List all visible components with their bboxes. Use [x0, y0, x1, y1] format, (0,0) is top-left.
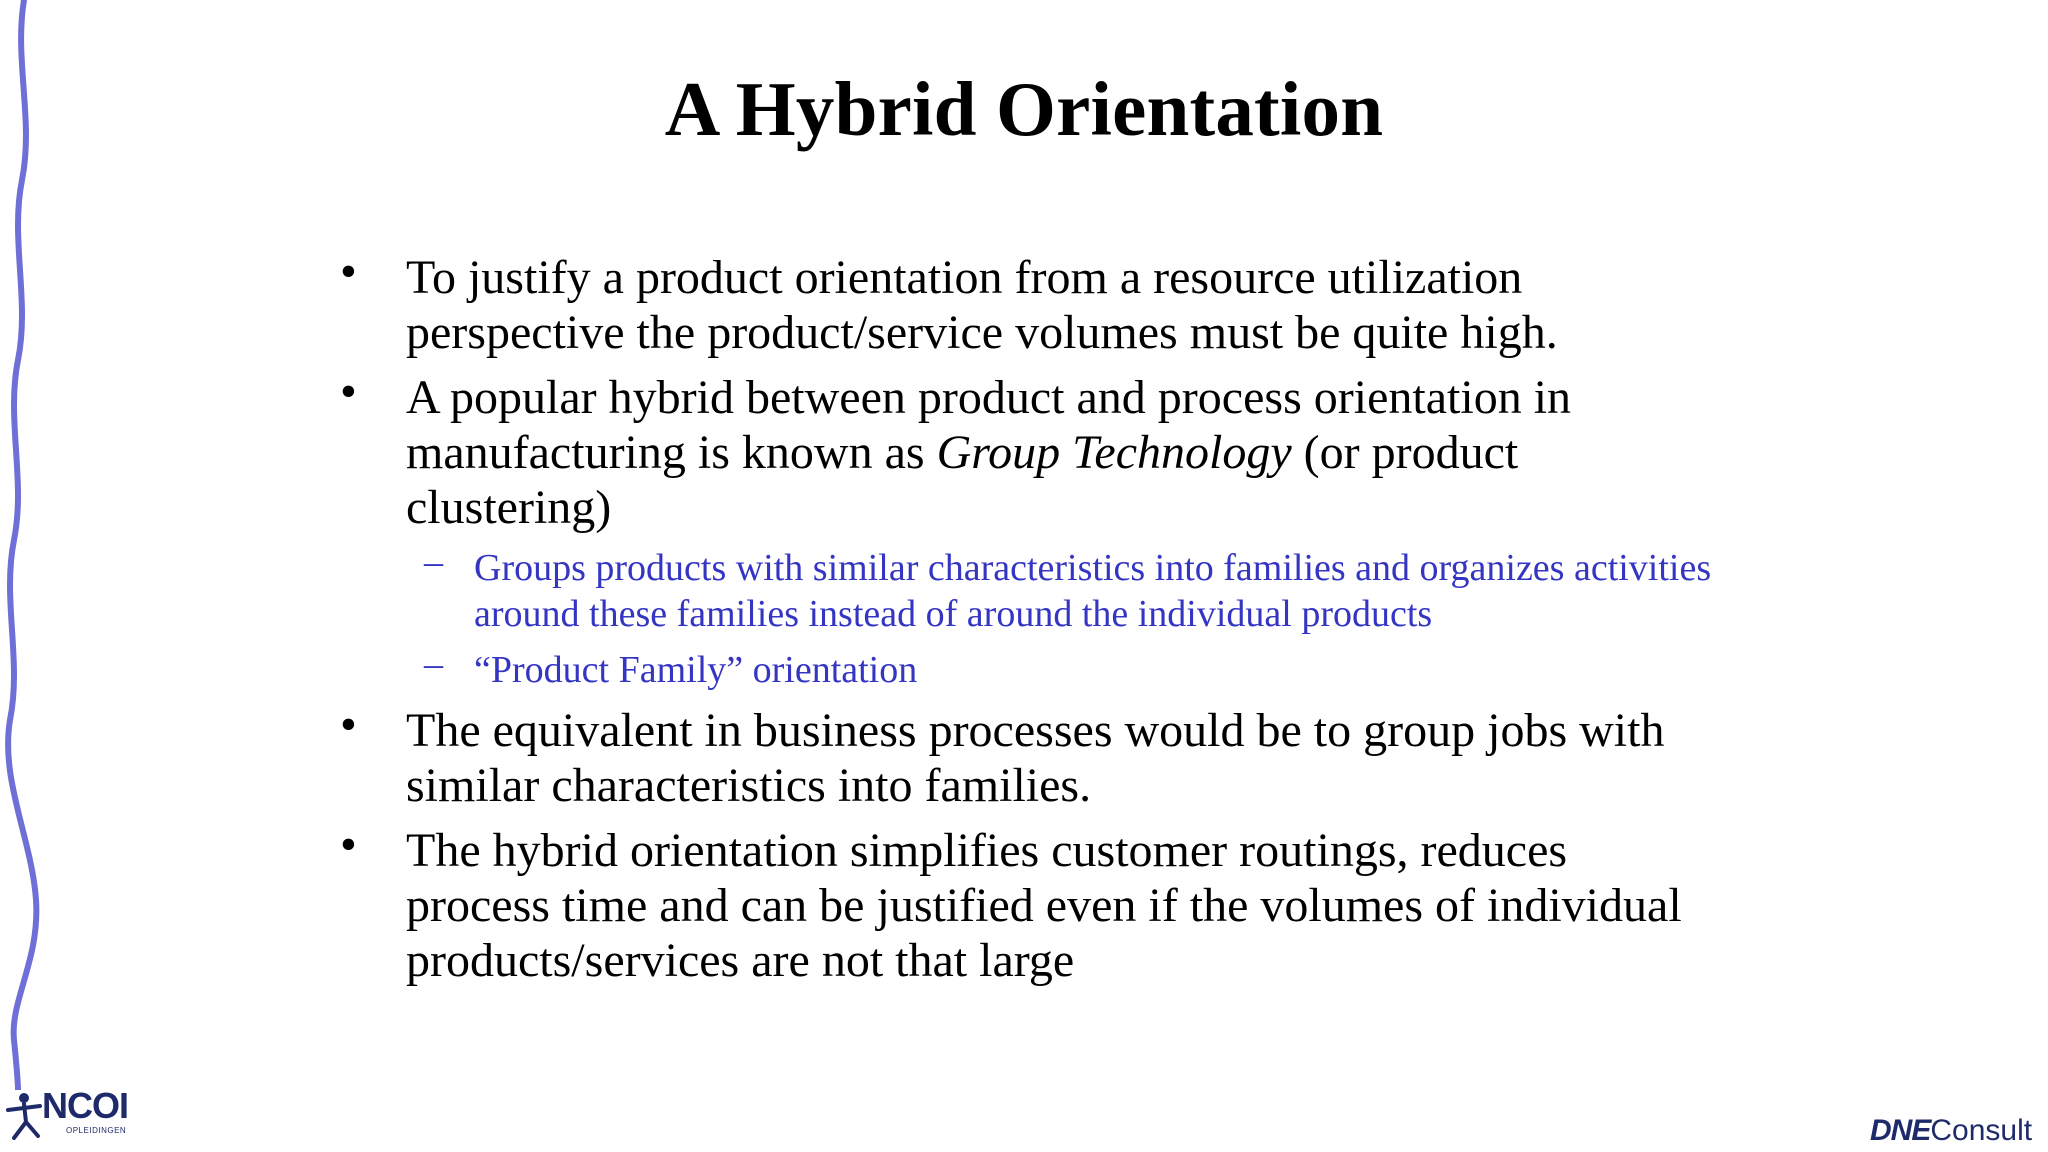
ncoi-logo-tagline: OPLEIDINGEN: [66, 1126, 127, 1135]
bullet-text-italic: Group Technology: [936, 426, 1292, 479]
bullet-text-part: A popular hybrid between product and process orientation in manufacturing is known as: [406, 371, 1572, 479]
bullet-item-3: [340, 698, 1720, 813]
bullet-item-2: [340, 365, 1720, 535]
dne-logo-suffix: Consult: [1930, 1114, 2033, 1147]
sub-bullet-list: [340, 541, 1720, 693]
bullet-item-4: [340, 818, 1720, 988]
bullet-text: The hybrid orientation simplifies customer routings, reduces process time and can be justified even if the volumes of individual products/services are not that large: [406, 824, 1682, 987]
sub-bullet-text: “Product Family” orientation: [474, 649, 918, 691]
slide-title: A Hybrid Orientation: [664, 66, 1384, 152]
bullet-text: To justify a product orientation from a resource utilization perspective the product/service volumes must be quite high.: [406, 251, 1558, 359]
sub-bullet-item-1: [340, 541, 1720, 637]
sub-bullet-marker: –: [424, 541, 443, 583]
bullet-marker: •: [340, 365, 357, 418]
dne-consult-logo: [1870, 1114, 2032, 1150]
bullet-list: [340, 245, 1720, 998]
ncoi-logo-text: NCOI: [42, 1085, 128, 1126]
dne-logo-brand: DNE: [1870, 1114, 1931, 1147]
bullet-text-part: (or product clustering): [406, 426, 1519, 534]
sub-bullet-marker: –: [424, 643, 443, 685]
bullet-marker: •: [340, 245, 357, 298]
bullet-item-1: [340, 245, 1720, 360]
bullet-marker: •: [340, 818, 357, 871]
ncoi-logo: [4, 1085, 128, 1146]
decorative-wave-line: [0, 0, 48, 1090]
sub-bullet-text: Groups products with similar characteristics into families and organizes activities around these families instead of around the individual products: [474, 547, 1712, 635]
sub-bullet-item-2: [340, 643, 1720, 693]
bullet-marker: •: [340, 698, 357, 751]
bullet-text: The equivalent in business processes would be to group jobs with similar characteristics into families.: [406, 704, 1665, 812]
